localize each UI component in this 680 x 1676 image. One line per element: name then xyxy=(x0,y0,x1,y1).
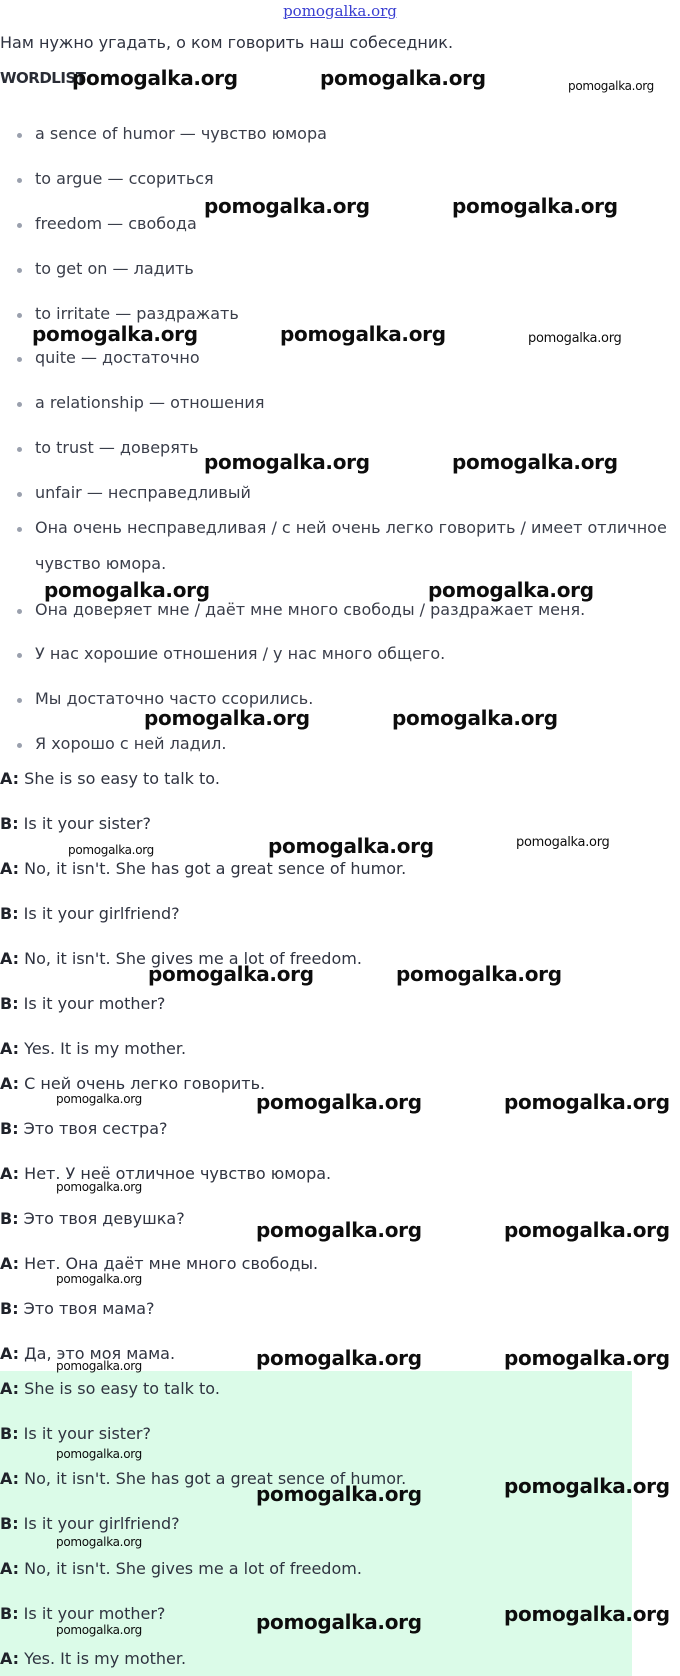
watermark: pomogalka.org xyxy=(452,450,618,474)
watermark: pomogalka.org xyxy=(452,194,618,218)
watermark: pomogalka.org xyxy=(256,1218,422,1242)
speaker-label: A: xyxy=(0,1649,20,1668)
speaker-label: A: xyxy=(0,1559,20,1578)
bullet-icon xyxy=(17,268,22,273)
watermark: pomogalka.org xyxy=(56,1272,142,1286)
dialog-line: B: Это твоя сестра? xyxy=(0,1119,168,1138)
answer-line: A: No, it isn't. She gives me a lot of freedom. xyxy=(0,1559,362,1578)
dialog-line: A: Нет. Она даёт мне много свободы. xyxy=(0,1254,319,1273)
watermark: pomogalka.org xyxy=(72,66,238,90)
watermark: pomogalka.org xyxy=(428,578,594,602)
speaker-label: A: xyxy=(0,1254,20,1273)
list-item: to irritate — раздражать xyxy=(35,296,675,332)
answer-line: B: Is it your mother? xyxy=(0,1604,166,1623)
watermark: pomogalka.org xyxy=(56,1623,142,1637)
speaker-label: B: xyxy=(0,1424,19,1443)
watermark: pomogalka.org xyxy=(204,194,370,218)
speaker-label: B: xyxy=(0,1209,19,1228)
speaker-label: B: xyxy=(0,1119,19,1138)
speaker-label: A: xyxy=(0,859,20,878)
answer-line: A: She is so easy to talk to. xyxy=(0,1379,220,1398)
dialog-line: A: С ней очень легко говорить. xyxy=(0,1074,266,1093)
list-item: У нас хорошие отношения / у нас много общего. xyxy=(35,636,675,672)
dialog-line: A: She is so easy to talk to. xyxy=(0,769,220,788)
answer-line: A: No, it isn't. She has got a great sence of humor. xyxy=(0,1469,407,1488)
dialog-line: A: No, it isn't. She has got a great sence of humor. xyxy=(0,859,407,878)
list-item: a relationship — отношения xyxy=(35,385,675,421)
speaker-label: A: xyxy=(0,1344,20,1363)
watermark: pomogalka.org xyxy=(68,843,154,857)
speaker-label: B: xyxy=(0,1514,19,1533)
watermark: pomogalka.org xyxy=(44,578,210,602)
bullet-icon xyxy=(17,178,22,183)
speaker-label: A: xyxy=(0,949,20,968)
wordlist-label: WORDLIST xyxy=(0,69,86,87)
list-item: unfair — несправедливый xyxy=(35,475,675,511)
watermark: pomogalka.org xyxy=(256,1482,422,1506)
watermark: pomogalka.org xyxy=(528,331,622,346)
watermark: pomogalka.org xyxy=(256,1346,422,1370)
list-item: freedom — свобода xyxy=(35,206,675,242)
bullet-icon xyxy=(17,698,22,703)
bullet-icon xyxy=(17,357,22,362)
list-item: Она очень несправедливая / с ней очень легко говорить / имеет отличное чувство юмора. xyxy=(35,510,675,582)
watermark: pomogalka.org xyxy=(256,1610,422,1634)
list-item: Я хорошо с ней ладил. xyxy=(35,726,675,762)
watermark: pomogalka.org xyxy=(504,1474,670,1498)
bullet-icon xyxy=(17,653,22,658)
bullet-icon xyxy=(17,313,22,318)
watermark: pomogalka.org xyxy=(56,1092,142,1106)
watermark: pomogalka.org xyxy=(516,835,610,850)
dialog-line: A: Yes. It is my mother. xyxy=(0,1039,187,1058)
bullet-icon xyxy=(17,492,22,497)
watermark: pomogalka.org xyxy=(392,706,558,730)
dialog-line: B: Это твоя мама? xyxy=(0,1299,155,1318)
speaker-label: B: xyxy=(0,814,19,833)
watermark: pomogalka.org xyxy=(504,1090,670,1114)
watermark: pomogalka.org xyxy=(148,962,314,986)
watermark: pomogalka.org xyxy=(56,1447,142,1461)
list-item: Мы достаточно часто ссорились. xyxy=(35,681,675,717)
watermark: pomogalka.org xyxy=(56,1180,142,1194)
watermark: pomogalka.org xyxy=(504,1602,670,1626)
dialog-line: A: Да, это моя мама. xyxy=(0,1344,176,1363)
watermark: pomogalka.org xyxy=(568,79,654,93)
watermark: pomogalka.org xyxy=(56,1359,142,1373)
watermark: pomogalka.org xyxy=(504,1346,670,1370)
bullet-icon xyxy=(17,609,22,614)
watermark: pomogalka.org xyxy=(32,322,198,346)
dialog-line: A: Нет. У неё отличное чувство юмора. xyxy=(0,1164,332,1183)
speaker-label: A: xyxy=(0,769,20,788)
bullet-icon xyxy=(17,527,22,532)
speaker-label: A: xyxy=(0,1074,20,1093)
bullet-icon xyxy=(17,447,22,452)
watermark: pomogalka.org xyxy=(268,834,434,858)
task-intro: Нам нужно угадать, о ком говорить наш собеседник. xyxy=(0,33,454,52)
answer-line: A: Yes. It is my mother. xyxy=(0,1649,187,1668)
answer-line: B: Is it your sister? xyxy=(0,1424,151,1443)
speaker-label: A: xyxy=(0,1379,20,1398)
speaker-label: B: xyxy=(0,904,19,923)
bullet-icon xyxy=(17,223,22,228)
watermark: pomogalka.org xyxy=(504,1218,670,1242)
watermark: pomogalka.org xyxy=(204,450,370,474)
watermark: pomogalka.org xyxy=(280,322,446,346)
dialog-line: B: Это твоя девушка? xyxy=(0,1209,185,1228)
speaker-label: A: xyxy=(0,1039,20,1058)
dialog-line: B: Is it your girlfriend? xyxy=(0,904,180,923)
speaker-label: B: xyxy=(0,994,19,1013)
speaker-label: B: xyxy=(0,1604,19,1623)
bullet-icon xyxy=(17,133,22,138)
bullet-icon xyxy=(17,743,22,748)
list-item: quite — достаточно xyxy=(35,340,675,376)
watermark: pomogalka.org xyxy=(56,1535,142,1549)
list-item: to get on — ладить xyxy=(35,251,675,287)
dialog-line: B: Is it your sister? xyxy=(0,814,151,833)
list-item: to argue — ссориться xyxy=(35,161,675,197)
list-item: a sence of humor — чувство юмора xyxy=(35,116,675,152)
watermark: pomogalka.org xyxy=(144,706,310,730)
dialog-line: B: Is it your mother? xyxy=(0,994,166,1013)
list-item: Она доверяет мне / даёт мне много свободы / раздражает меня. xyxy=(35,592,675,628)
speaker-label: A: xyxy=(0,1469,20,1488)
watermark: pomogalka.org xyxy=(396,962,562,986)
watermark: pomogalka.org xyxy=(320,66,486,90)
list-item: to trust — доверять xyxy=(35,430,675,466)
watermark: pomogalka.org xyxy=(256,1090,422,1114)
site-header-link[interactable]: pomogalka.org xyxy=(283,2,397,20)
bullet-icon xyxy=(17,402,22,407)
speaker-label: A: xyxy=(0,1164,20,1183)
speaker-label: B: xyxy=(0,1299,19,1318)
dialog-line: A: No, it isn't. She gives me a lot of freedom. xyxy=(0,949,362,968)
answer-line: B: Is it your girlfriend? xyxy=(0,1514,180,1533)
